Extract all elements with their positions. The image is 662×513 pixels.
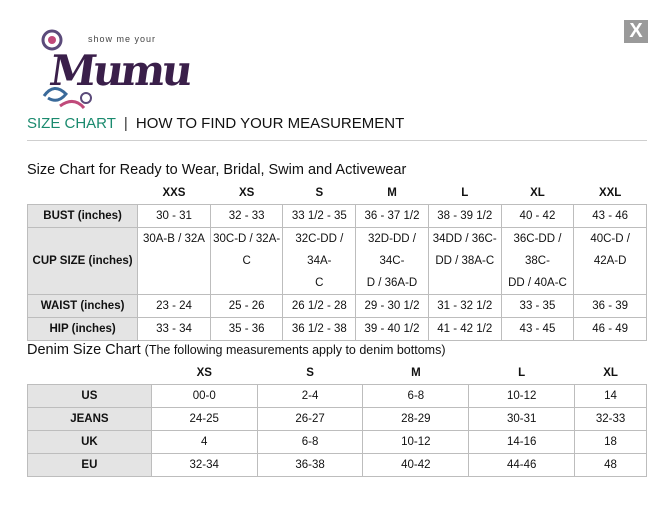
table-cell: 46 - 49 (574, 318, 647, 341)
cell-line: 32D-DD / 34C- (368, 233, 416, 267)
denim-note: (The following measurements apply to denim bottoms) (144, 343, 446, 357)
table-cell: 4 (151, 431, 257, 454)
table-cell (574, 228, 647, 295)
table-cell: 43 - 45 (501, 318, 574, 341)
table-row (28, 205, 647, 228)
table-cell: 39 - 40 1/2 (356, 318, 429, 341)
cell-line: 30A-B / 32A (142, 233, 205, 245)
brand-logo (38, 26, 194, 112)
column-header: XS (238, 187, 255, 199)
table-cell: 43 - 46 (574, 205, 647, 228)
column-header: S (315, 187, 324, 199)
table-cell: 26 1/2 - 28 (283, 295, 356, 318)
table-cell (356, 228, 429, 295)
table-cell: 33 - 35 (501, 295, 574, 318)
table-cell: 36 - 39 (574, 295, 647, 318)
row-header: WAIST (inches) (28, 295, 138, 318)
cell-line: DD / 38A-C (435, 255, 495, 267)
table-row (28, 295, 647, 318)
row-header: BUST (inches) (28, 205, 138, 228)
table-row (28, 408, 647, 431)
tab-how-to-measure[interactable]: HOW TO FIND YOUR MEASUREMENT (135, 115, 405, 132)
column-header: L (518, 367, 526, 379)
table-cell: 32-34 (151, 454, 257, 477)
corner-cell (28, 182, 138, 205)
table-cell: 30-31 (469, 408, 575, 431)
header-row (28, 362, 647, 385)
table-cell (210, 228, 283, 295)
denim-title (27, 342, 446, 358)
column-header: XS (196, 367, 212, 379)
table-cell: 24-25 (151, 408, 257, 431)
table-cell: 33 1/2 - 35 (283, 205, 356, 228)
table-row (28, 431, 647, 454)
column-header: M (411, 367, 421, 379)
table-cell: 33 - 34 (138, 318, 211, 341)
cell-line: 40C-D / (590, 233, 630, 245)
table-cell: 23 - 24 (138, 295, 211, 318)
row-header: US (28, 385, 152, 408)
column-header: XL (530, 187, 545, 199)
table-cell: 32-33 (575, 408, 647, 431)
table-cell: 40-42 (363, 454, 469, 477)
close-icon: X (629, 20, 643, 42)
row-header: CUP SIZE (inches) (28, 228, 138, 295)
table-cell (428, 228, 501, 295)
table-cell: 18 (575, 431, 647, 454)
table-cell: 32 - 33 (210, 205, 283, 228)
table-cell: 31 - 32 1/2 (428, 295, 501, 318)
table-cell (501, 228, 574, 295)
column-header: M (387, 187, 397, 199)
table-cell: 2-4 (257, 385, 363, 408)
tab-bar (27, 115, 404, 132)
ready-to-wear-title: Size Chart for Ready to Wear, Bridal, Swim and Activewear (27, 162, 407, 178)
cell-line: C (315, 277, 324, 289)
table-cell: 36 - 37 1/2 (356, 205, 429, 228)
table-cell: 40 - 42 (501, 205, 574, 228)
cell-line: 30C-D / 32A-C (213, 233, 281, 267)
table-cell: 26-27 (257, 408, 363, 431)
table-cell: 00-0 (151, 385, 257, 408)
column-header: L (461, 187, 469, 199)
column-header: XL (603, 367, 618, 379)
cell-line: 42A-D (593, 255, 627, 267)
row-header: EU (28, 454, 152, 477)
tab-size-chart[interactable]: SIZE CHART (27, 115, 116, 132)
column-header: XXL (598, 187, 622, 199)
cell-line: DD / 40A-C (508, 277, 567, 289)
header-row (28, 182, 647, 205)
table-cell: 30 - 31 (138, 205, 211, 228)
table-cell: 38 - 39 1/2 (428, 205, 501, 228)
table-cell: 36 1/2 - 38 (283, 318, 356, 341)
row-header: UK (28, 431, 152, 454)
table-cell: 44-46 (469, 454, 575, 477)
table-cell (138, 228, 211, 295)
table-cell: 25 - 26 (210, 295, 283, 318)
table-cell: 36-38 (257, 454, 363, 477)
cell-line: D / 36A-D (366, 277, 418, 289)
table-cell: 48 (575, 454, 647, 477)
column-header: XXS (162, 187, 186, 199)
close-button[interactable] (624, 20, 648, 43)
column-header: S (306, 367, 314, 379)
logo-tagline: show me your (88, 34, 157, 44)
row-header: HIP (inches) (28, 318, 138, 341)
table-cell: 14-16 (469, 431, 575, 454)
table-cell: 28-29 (363, 408, 469, 431)
table-row (28, 318, 647, 341)
table-cell (283, 228, 356, 295)
logo-wordmark: Mumu (46, 46, 194, 95)
denim-table (27, 362, 647, 477)
table-row (28, 385, 647, 408)
table-row (28, 228, 647, 295)
denim-title-text: Denim Size Chart (27, 342, 141, 358)
ready-to-wear-table (27, 182, 647, 341)
row-header: JEANS (28, 408, 152, 431)
table-cell: 14 (575, 385, 647, 408)
tabs-divider (27, 140, 647, 141)
table-cell: 35 - 36 (210, 318, 283, 341)
table-cell: 6-8 (257, 431, 363, 454)
cell-line: 34DD / 36C- (432, 233, 497, 245)
tab-separator: | (123, 115, 128, 132)
table-row (28, 454, 647, 477)
table-cell: 10-12 (469, 385, 575, 408)
table-cell: 6-8 (363, 385, 469, 408)
table-cell: 41 - 42 1/2 (428, 318, 501, 341)
table-cell: 29 - 30 1/2 (356, 295, 429, 318)
corner-cell (28, 362, 152, 385)
table-cell: 10-12 (363, 431, 469, 454)
cell-line: 32C-DD / 34A- (295, 233, 344, 267)
cell-line: 36C-DD / 38C- (513, 233, 562, 267)
